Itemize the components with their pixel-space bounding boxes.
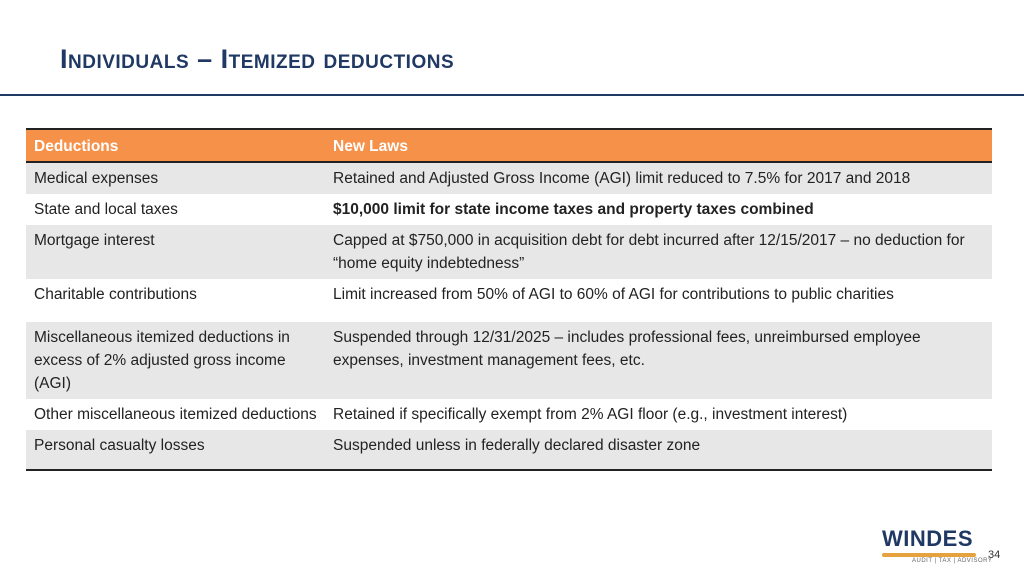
page-number: 34 [988, 549, 1001, 561]
table-row [26, 225, 992, 279]
table-row [26, 194, 992, 225]
deduction-cell: Mortgage interest [26, 225, 325, 279]
title-divider [0, 94, 1024, 96]
logo-tagline: AUDIT | TAX | ADVISORY [912, 558, 993, 564]
deduction-cell: Miscellaneous itemized deductions in excess of 2% adjusted gross income (AGI) [26, 322, 325, 399]
deductions-table [26, 128, 992, 471]
deduction-cell: Charitable contributions [26, 279, 325, 322]
table-row [26, 322, 992, 399]
header-new-laws: New Laws [325, 129, 992, 162]
table-row [26, 430, 992, 470]
windes-logo [882, 526, 993, 566]
table-row [26, 279, 992, 322]
law-cell: Limit increased from 50% of AGI to 60% of AGI for contributions to public charities [325, 279, 992, 322]
slide-title: Individuals – Itemized deductions [60, 44, 455, 74]
deduction-cell: Other miscellaneous itemized deductions [26, 399, 325, 430]
law-cell: Suspended through 12/31/2025 – includes professional fees, unreimbursed employee expenses, investment management fees, etc. [325, 322, 992, 399]
deduction-cell: Personal casualty losses [26, 430, 325, 470]
law-cell: $10,000 limit for state income taxes and property taxes combined [325, 194, 992, 225]
law-cell: Retained if specifically exempt from 2% AGI floor (e.g., investment interest) [325, 399, 992, 430]
law-cell: Retained and Adjusted Gross Income (AGI) limit reduced to 7.5% for 2017 and 2018 [325, 162, 992, 194]
table-row [26, 162, 992, 194]
header-deductions: Deductions [26, 129, 325, 162]
deduction-cell: Medical expenses [26, 162, 325, 194]
deduction-cell: State and local taxes [26, 194, 325, 225]
logo-wordmark: WINDES [882, 526, 973, 551]
logo-swoosh [882, 553, 976, 557]
law-cell: Capped at $750,000 in acquisition debt for debt incurred after 12/15/2017 – no deduction for “home equity indebtedness” [325, 225, 992, 279]
law-cell: Suspended unless in federally declared disaster zone [325, 430, 992, 470]
table-header-row [26, 129, 992, 162]
table-row [26, 399, 992, 430]
